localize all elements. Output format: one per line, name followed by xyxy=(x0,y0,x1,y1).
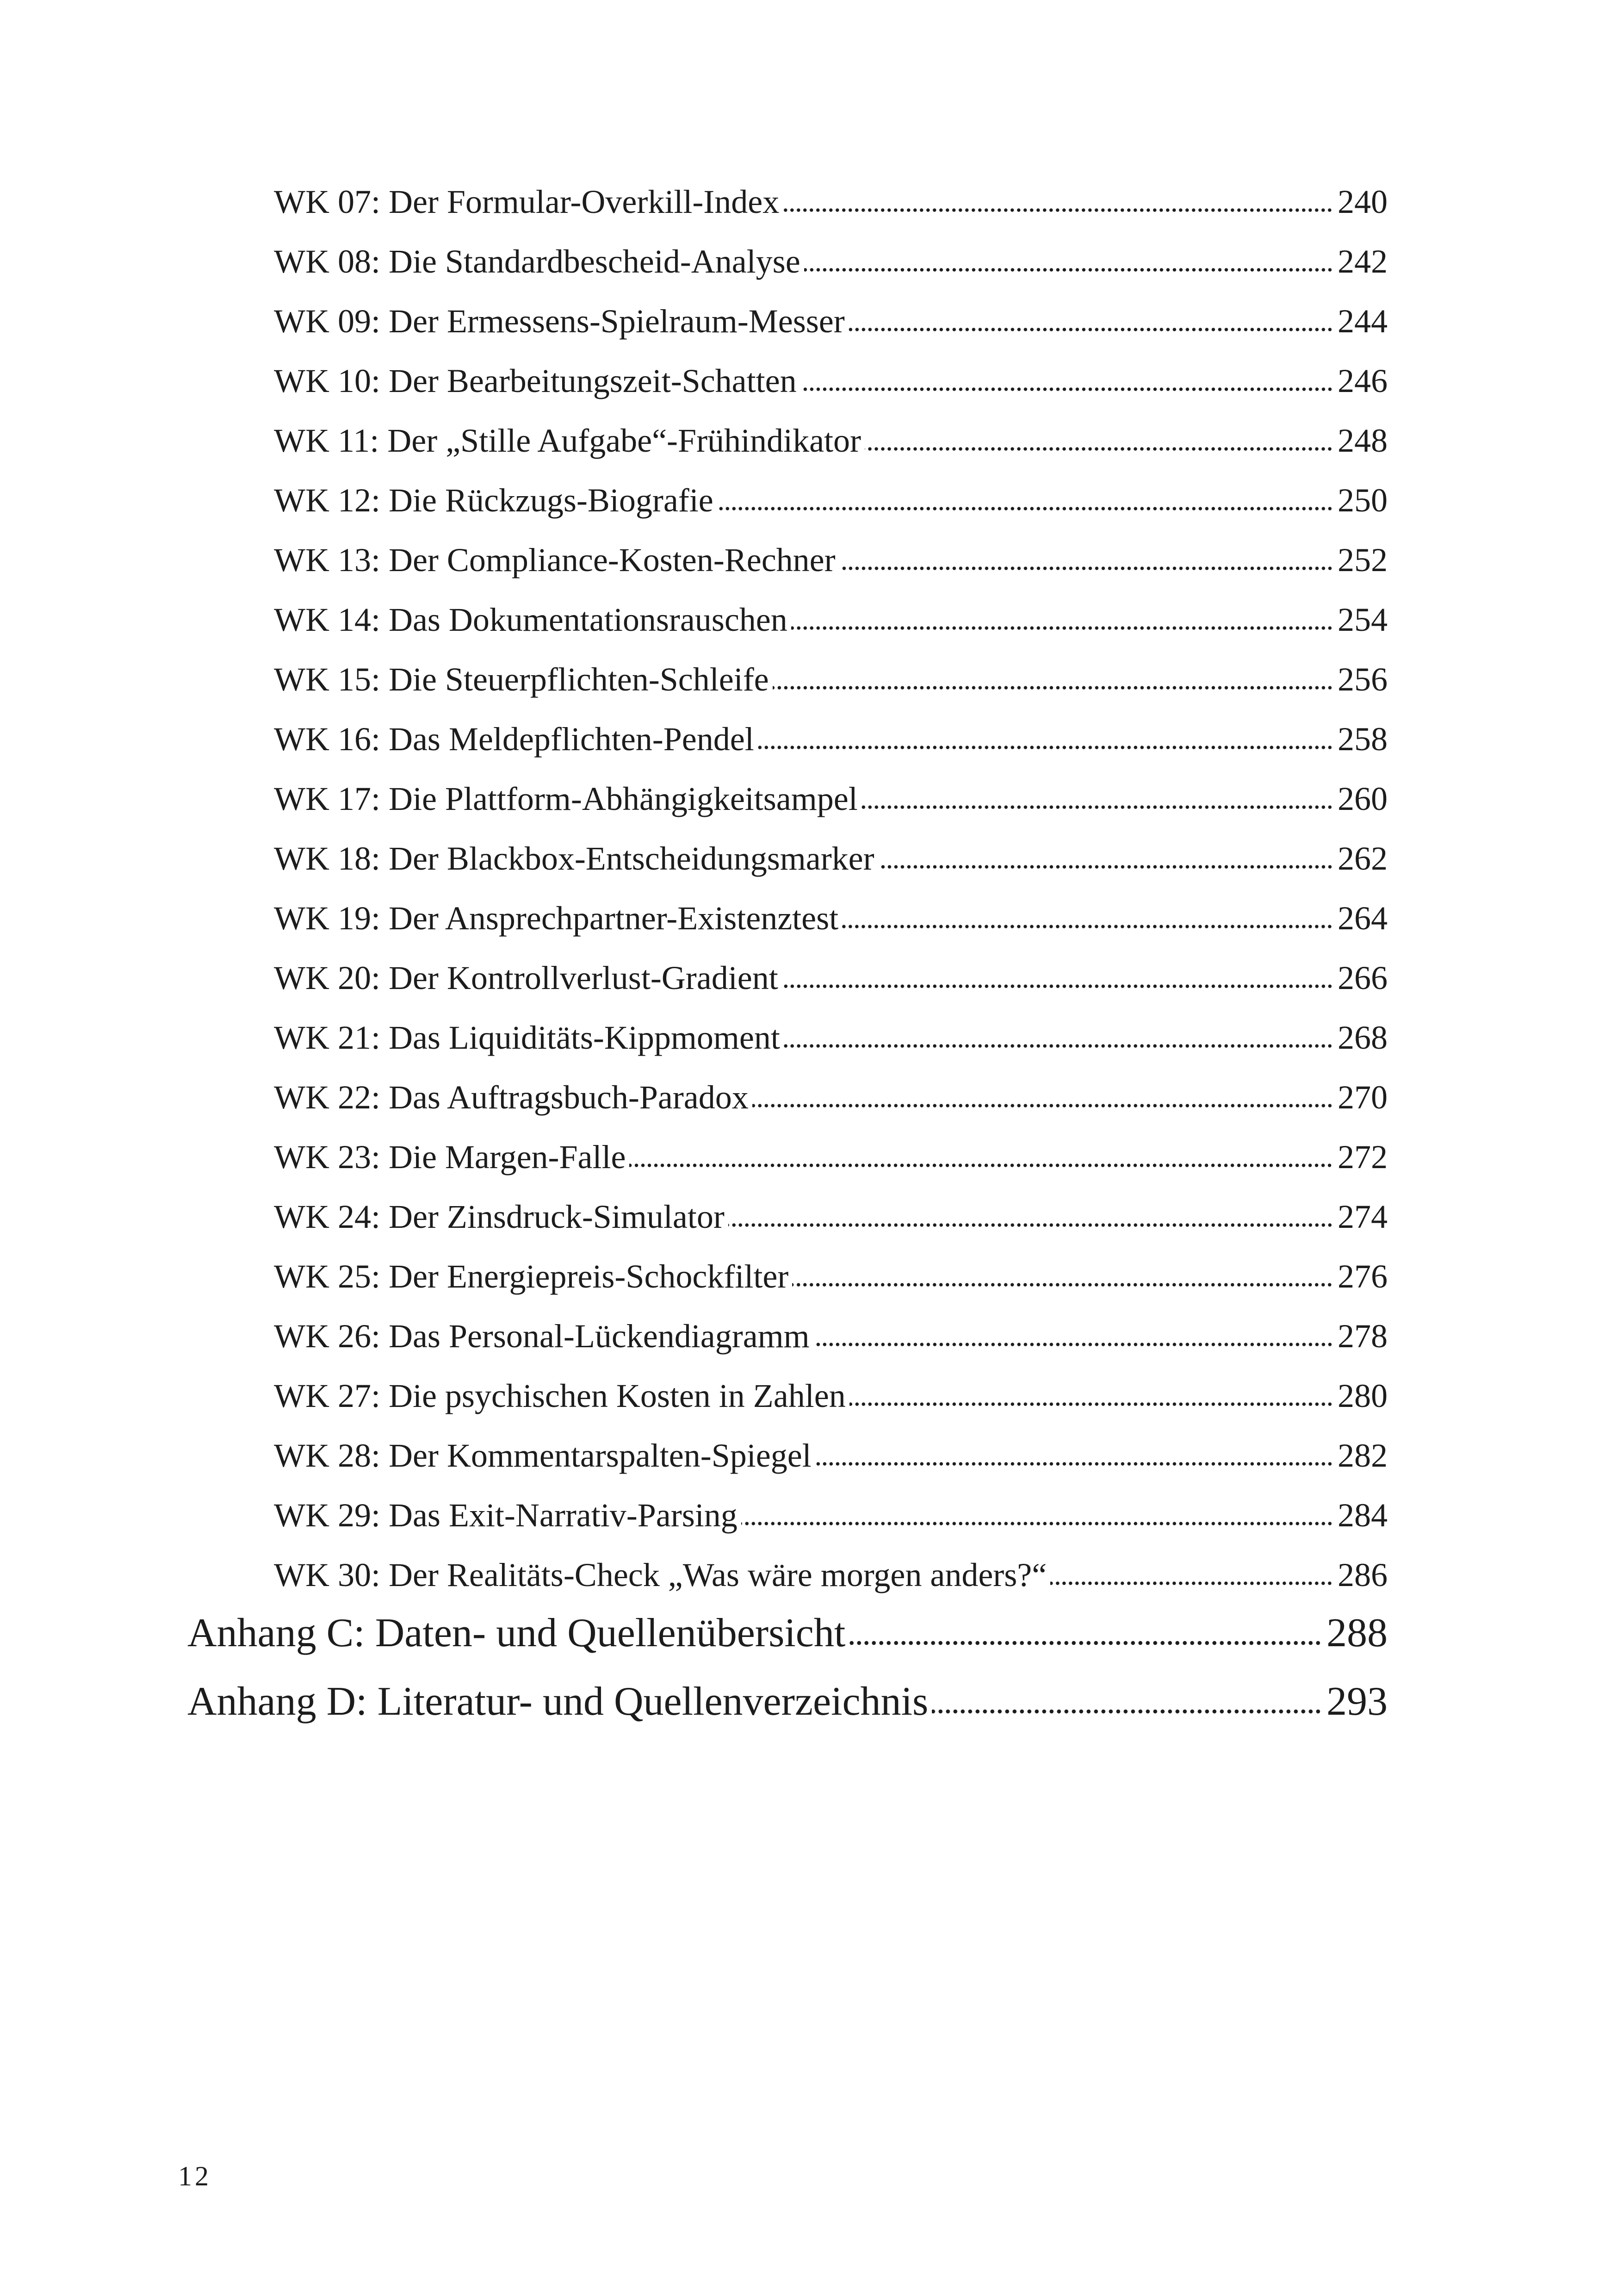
toc-entry-title: WK 23: Die Margen-Falle xyxy=(274,1139,626,1176)
toc-entry xyxy=(274,720,1388,759)
dot-leader xyxy=(741,1521,1333,1526)
toc-entry xyxy=(274,1078,1388,1117)
toc-entry-page: 260 xyxy=(1338,780,1388,817)
dot-leader xyxy=(752,1103,1333,1108)
toc-appendix-title: Anhang D: Literatur- und Quellenverzeichnis xyxy=(187,1679,929,1724)
dot-leader xyxy=(1050,1580,1333,1586)
dot-leader xyxy=(813,1342,1333,1347)
toc-entry-title: WK 26: Das Personal-Lückendiagramm xyxy=(274,1318,810,1355)
toc-entry xyxy=(274,302,1388,341)
toc-appendix-page: 293 xyxy=(1327,1679,1388,1724)
toc-entry-page: 258 xyxy=(1338,721,1388,758)
toc-entry xyxy=(274,1198,1388,1236)
toc-entry xyxy=(274,1556,1388,1594)
dot-leader xyxy=(791,625,1333,631)
toc-entry xyxy=(274,422,1388,460)
toc-entry xyxy=(274,899,1388,938)
dot-leader xyxy=(784,1043,1333,1049)
toc-entry-title: WK 09: Der Ermessens-Spielraum-Messer xyxy=(274,303,845,340)
dot-leader xyxy=(862,804,1333,810)
toc-appendix-page: 288 xyxy=(1327,1611,1388,1655)
toc-entry-title: WK 08: Die Standardbescheid-Analyse xyxy=(274,243,800,280)
toc-entry-page: 246 xyxy=(1338,362,1388,399)
toc-appendix-entry xyxy=(187,1678,1388,1725)
toc-entry-page: 244 xyxy=(1338,303,1388,340)
dot-leader xyxy=(865,446,1333,452)
toc-entry-title: WK 27: Die psychischen Kosten in Zahlen xyxy=(274,1377,846,1414)
toc-entry-page: 264 xyxy=(1338,900,1388,937)
dot-leader xyxy=(792,1282,1333,1288)
dot-leader xyxy=(758,745,1333,750)
toc-entry-page: 268 xyxy=(1338,1019,1388,1056)
dot-leader xyxy=(629,1163,1333,1168)
toc-entry xyxy=(274,1138,1388,1176)
dot-leader xyxy=(932,1708,1322,1715)
toc-entry xyxy=(274,1496,1388,1535)
toc-entry-title: WK 07: Der Formular-Overkill-Index xyxy=(274,183,780,220)
toc-entry xyxy=(274,780,1388,818)
toc-entry xyxy=(274,840,1388,878)
toc-entry-title: WK 17: Die Plattform-Abhängigkeitsampel xyxy=(274,780,858,817)
toc-entry xyxy=(274,541,1388,579)
toc-entry xyxy=(274,660,1388,699)
toc-entry-page: 256 xyxy=(1338,661,1388,698)
toc-entry-page: 274 xyxy=(1338,1198,1388,1235)
toc-entry-title: WK 16: Das Meldepflichten-Pendel xyxy=(274,721,754,758)
toc-entry-page: 278 xyxy=(1338,1318,1388,1355)
toc-entry-title: WK 14: Das Dokumentationsrauschen xyxy=(274,601,787,638)
toc-entry xyxy=(274,1377,1388,1415)
toc-entry-page: 262 xyxy=(1338,840,1388,877)
toc-entry-page: 240 xyxy=(1338,183,1388,220)
toc-entry-title: WK 21: Das Liquiditäts-Kippmoment xyxy=(274,1019,780,1056)
dot-leader xyxy=(783,207,1333,213)
toc-entry-page: 266 xyxy=(1338,959,1388,996)
toc-entry-page: 270 xyxy=(1338,1079,1388,1116)
toc-entry-title: WK 13: Der Compliance-Kosten-Rechner xyxy=(274,541,836,579)
toc-entry-page: 254 xyxy=(1338,601,1388,638)
toc-entry xyxy=(274,183,1388,221)
dot-leader xyxy=(815,1461,1333,1467)
toc-entry xyxy=(274,601,1388,639)
toc-entry-page: 282 xyxy=(1338,1437,1388,1474)
toc-entry-title: WK 11: Der „Stille Aufgabe“-Frühindikator xyxy=(274,422,861,459)
toc-entry-title: WK 19: Der Ansprechpartner-Existenztest xyxy=(274,900,839,937)
page-number: 12 xyxy=(178,2161,211,2191)
toc-entry-page: 248 xyxy=(1338,422,1388,459)
toc-entry-page: 252 xyxy=(1338,541,1388,579)
toc-entry-title: WK 10: Der Bearbeitungszeit-Schatten xyxy=(274,362,797,399)
dot-leader xyxy=(717,506,1333,511)
toc-entry xyxy=(274,959,1388,997)
dot-leader xyxy=(782,983,1333,989)
dot-leader xyxy=(878,864,1333,870)
dot-leader xyxy=(773,685,1333,691)
toc-entry-title: WK 30: Der Realitäts-Check „Was wäre morgen anders?“ xyxy=(274,1556,1047,1593)
toc-entry xyxy=(274,243,1388,281)
toc-entry-page: 250 xyxy=(1338,482,1388,519)
dot-leader xyxy=(849,327,1333,332)
dot-leader xyxy=(728,1222,1333,1228)
toc-entry xyxy=(274,1019,1388,1057)
toc-entry-title: WK 12: Die Rückzugs-Biografie xyxy=(274,482,713,519)
toc-entry-page: 286 xyxy=(1338,1556,1388,1593)
toc-appendix-title: Anhang C: Daten- und Quellenübersicht xyxy=(187,1611,846,1655)
toc-entry-title: WK 25: Der Energiepreis-Schockfilter xyxy=(274,1258,789,1295)
toc-appendix-entry xyxy=(187,1610,1388,1656)
toc-entry-page: 272 xyxy=(1338,1139,1388,1176)
toc-entry xyxy=(274,1317,1388,1356)
toc-entry xyxy=(274,362,1388,400)
toc-entry-page: 280 xyxy=(1338,1377,1388,1414)
toc-entry-title: WK 18: Der Blackbox-Entscheidungsmarker xyxy=(274,840,874,877)
toc-entry-page: 284 xyxy=(1338,1497,1388,1534)
dot-leader xyxy=(804,267,1333,273)
toc-entry xyxy=(274,1257,1388,1296)
dot-leader xyxy=(849,1401,1333,1407)
dot-leader xyxy=(839,566,1333,571)
toc-entry-title: WK 22: Das Auftragsbuch-Paradox xyxy=(274,1079,749,1116)
toc-entry xyxy=(274,1437,1388,1475)
toc-entry-page: 242 xyxy=(1338,243,1388,280)
toc-entry-title: WK 28: Der Kommentarspalten-Spiegel xyxy=(274,1437,812,1474)
toc-entry-title: WK 20: Der Kontrollverlust-Gradient xyxy=(274,959,778,996)
toc-entry-title: WK 24: Der Zinsdruck-Simulator xyxy=(274,1198,725,1235)
toc-entry-title: WK 29: Das Exit-Narrativ-Parsing xyxy=(274,1497,738,1534)
dot-leader xyxy=(849,1640,1322,1646)
toc-entry-page: 276 xyxy=(1338,1258,1388,1295)
dot-leader xyxy=(842,924,1333,929)
toc-entry xyxy=(274,481,1388,520)
dot-leader xyxy=(800,386,1333,392)
toc-entry-title: WK 15: Die Steuerpflichten-Schleife xyxy=(274,661,769,698)
